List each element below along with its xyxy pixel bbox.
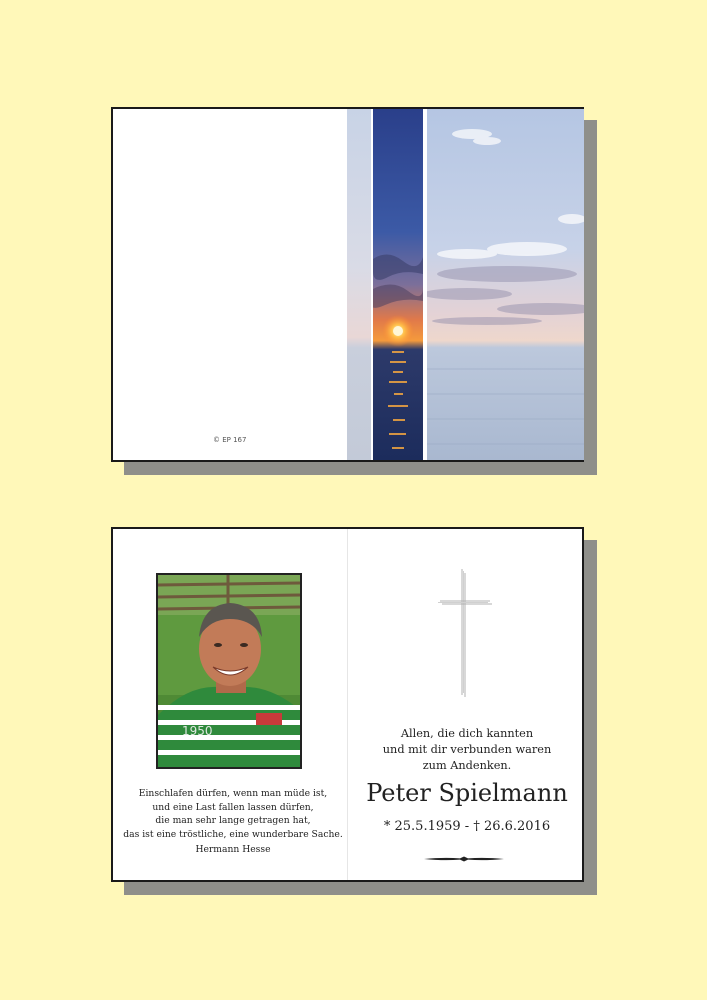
card-front	[111, 107, 584, 462]
fold-line	[347, 529, 348, 880]
sunset-strip-left	[347, 109, 371, 460]
sunset-photo	[347, 109, 584, 460]
portrait-photo	[156, 573, 302, 769]
card-inside	[111, 527, 584, 882]
sunset-strip-center	[373, 109, 423, 460]
poem-line: die man sehr lange getragen hat,	[155, 815, 311, 826]
life-dates: * 25.5.1959 - † 26.6.2016	[383, 819, 551, 834]
shirt-print: 1950	[182, 724, 213, 738]
remembrance-text	[353, 726, 581, 774]
deceased-name: Peter Spielmann	[366, 779, 568, 807]
ornament-divider-icon	[424, 848, 504, 867]
poem	[123, 787, 343, 857]
cross-icon	[436, 569, 496, 703]
poem-author: Hermann Hesse	[195, 844, 271, 855]
poem-line: das ist eine tröstliche, eine wunderbare Sache.	[123, 828, 343, 840]
poem-line: Einschlafen dürfen, wenn man müde ist,	[138, 788, 328, 799]
remembrance-line: und mit dir verbunden waren	[382, 743, 552, 756]
poem-line: und eine Last fallen lassen dürfen,	[152, 801, 314, 813]
remembrance-line: zum Andenken.	[422, 759, 512, 772]
sunset-strip-right	[427, 109, 584, 460]
remembrance-line: Allen, die dich kannten	[400, 727, 534, 740]
copyright-note: © EP 167	[213, 436, 247, 444]
